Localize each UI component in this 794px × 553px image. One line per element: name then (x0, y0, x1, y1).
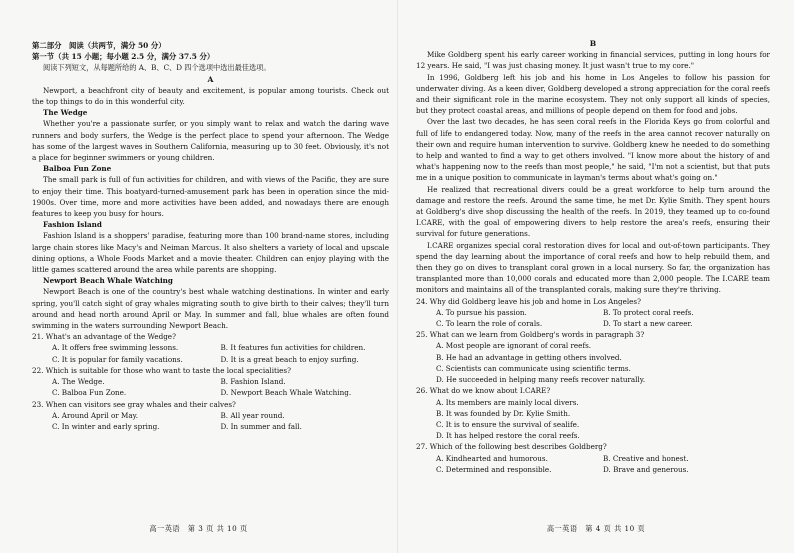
question-24 (416, 296, 770, 330)
question-options (416, 453, 770, 475)
option-a: A. Kindhearted and humorous. (436, 453, 548, 463)
section-heading-wedge: The Wedge (43, 108, 88, 118)
option-a: A. To pursue his passion. (436, 307, 527, 317)
passage-paragraph: Over the last two decades, he has seen coral reefs in the Florida Keys go from colorful and full of life to endangered today. Now, many of the reefs in the area cannot recover naturally on their own and require human intervention to survive. Goldberg knew he needed to do something to help and wanted to find a way to get others involved. "I know more about the history of and what's happening now to the reefs than most people," he said, "I'm not a scientist, but that puts me in a unique position to communicate in layman's terms about what's going on." (416, 117, 770, 183)
passage-letter-b: B (589, 39, 597, 48)
question-23 (32, 399, 389, 433)
exam-page-4 (397, 0, 794, 553)
question-options (416, 307, 770, 329)
question-options (416, 397, 770, 442)
page-footer: 高一英语 第 4 页 共 10 页 (546, 524, 646, 533)
instructions: 阅读下列短文，从每题所给的 A、B、C、D 四个选项中选出最佳选项。 (43, 63, 271, 73)
passage-paragraph: Mike Goldberg spent his early career working in financial services, putting in long hours for 12 years. He said, "I was just chasing money. It just wasn't true to my core." (416, 50, 770, 71)
question-27 (416, 441, 770, 475)
page-footer: 高一英语 第 3 页 共 10 页 (149, 524, 248, 533)
option-c: C. To learn the role of corals. (436, 319, 543, 329)
option-a: A. Around April or May. (52, 410, 139, 420)
option-d: D. Newport Beach Whale Watching. (220, 388, 352, 398)
section-text-whale-watching: Newport Beach is one of the country's best whale watching destinations. In winter and early spring, you'll catch sight of gray whales migrating south to give birth to their calves; they'll turn around and head north around April or May. In summer and fall, blue whales are often found swimming in the waters surrounding Newport Beach. (32, 287, 389, 331)
question-stem: 22. Which is suitable for those who want to taste the local specialities? (32, 365, 291, 375)
question-22 (32, 365, 389, 399)
option-d: D. It is a great beach to enjoy surfing. (220, 354, 359, 364)
option-b: B. He had an advantage in getting others involved. (436, 352, 622, 362)
option-b: B. All year round. (220, 410, 285, 420)
option-d: D. Brave and generous. (603, 464, 689, 474)
option-b: B. To protect coral reefs. (603, 307, 694, 317)
option-b: B. It was founded by Dr. Kylie Smith. (436, 408, 571, 418)
option-c: C. It is popular for family vacations. (52, 354, 183, 364)
question-stem: 21. What's an advantage of the Wedge? (32, 332, 176, 342)
question-options (32, 410, 389, 432)
question-26 (416, 385, 770, 441)
option-c: C. It is to ensure the survival of sealife. (436, 419, 580, 429)
question-options (416, 340, 770, 385)
question-stem: 26. What do we know about I.CARE? (416, 386, 551, 396)
question-stem: 23. When can visitors see gray whales and their calves? (32, 399, 236, 409)
passage-paragraph: In 1996, Goldberg left his job and his home in Los Angeles to follow his passion for underwater diving. As a keen diver, Goldberg developed a strong appreciation for the coral reefs and their significant role in the marine ecosystem. They not only support all kinds of species, but they protect coastal areas, and millions of people depend on them for food and jobs. (416, 72, 770, 116)
option-d: D. In summer and fall. (220, 421, 302, 431)
question-stem: 24. Why did Goldberg leave his job and home in Los Angeles? (416, 296, 641, 306)
section-heading-fashion-island: Fashion Island (43, 220, 102, 230)
part-title: 第二部分 阅读（共两节，满分 50 分） (32, 41, 166, 50)
section-text-wedge: Whether you're a passionate surfer, or you simply want to relax and watch the daring wave runners and body surfers, the Wedge is the perfect place to spend your afternoon. The Wedge has some of the largest waves in Southern California, measuring up to 30 feet. Obviously, it's not a place for beginner swimmers or young children. (32, 119, 389, 163)
question-25 (416, 329, 770, 385)
option-a: A. The Wedge. (52, 377, 105, 387)
question-options (32, 376, 389, 398)
section-heading-whale-watching: Newport Beach Whale Watching (43, 276, 173, 286)
option-c: C. Scientists can communicate using scientific terms. (436, 363, 631, 373)
passage-paragraph: He realized that recreational divers could be a great workforce to help turn around the damage and restore the reefs. Around the same time, he met Dr. Kylie Smith. They spent hours at Goldberg's dive shop discussing the health of the reefs. In 2019, they teamed up to co-found I.CARE, with the goal of empowering divers to help restore the area's reefs, ensuring their survival for future generations. (416, 184, 770, 239)
option-d: D. To start a new career. (603, 319, 693, 329)
question-21 (32, 331, 389, 365)
section-heading-balboa: Balboa Fun Zone (43, 164, 112, 174)
option-c: C. Determined and responsible. (436, 464, 552, 474)
passage-intro: Newport, a beachfront city of beauty and excitement, is popular among tourists. Check out the top things to do in this wonderful city. (32, 85, 389, 107)
section-text-balboa: The small park is full of fun activities for children, and with views of the Pacific, they are sure to enjoy their time. This boatyard-turned-amusement park has been in operation since the mid-1900s. Over time, more and more activities have been added, and nowadays there are enough features to keep you busy for hours. (32, 175, 389, 219)
option-b: B. Creative and honest. (603, 453, 689, 463)
question-options (32, 342, 389, 364)
passage-letter-a: A (207, 74, 214, 84)
option-a: A. Its members are mainly local divers. (436, 397, 579, 407)
option-b: B. It features fun activities for children. (220, 343, 366, 353)
option-a: A. It offers free swimming lessons. (52, 343, 179, 353)
section-title: 第一节（共 15 小题；每小题 2.5 分，满分 37.5 分） (32, 52, 215, 62)
section-text-fashion-island: Fashion Island is a shoppers' paradise, featuring more than 100 brand-name stores, including large chain stores like Macy's and Neiman Marcus. It also shelters a variety of local and upscale dining options, a Whole Foods Market and a movie theater. Children can enjoy playing with the little games scattered around the area while parents are shopping. (32, 231, 389, 275)
question-stem: 25. What can we learn from Goldberg's words in paragraph 3? (416, 330, 645, 340)
option-c: C. In winter and early spring. (52, 421, 160, 431)
option-d: D. He succeeded in helping many reefs recover naturally. (436, 375, 646, 385)
passage-paragraph: I.CARE organizes special coral restoration dives for local and out-of-town participants. They spend the day learning about the importance of coral reefs and how to help rebuild them, and then they go on dives to transplant coral grown in a local nursery. So far, the organization has transplanted more than 10,000 corals and educated more than 2,000 people. The I.CARE team monitors and maintains all of the transplanted corals, making sure they're thriving. (416, 240, 770, 295)
question-stem: 27. Which of the following best describes Goldberg? (416, 442, 607, 452)
option-c: C. Balboa Fun Zone. (52, 388, 127, 398)
option-b: B. Fashion Island. (220, 377, 286, 387)
option-a: A. Most people are ignorant of coral reefs. (436, 341, 592, 351)
option-d: D. It has helped restore the coral reefs. (436, 431, 580, 441)
